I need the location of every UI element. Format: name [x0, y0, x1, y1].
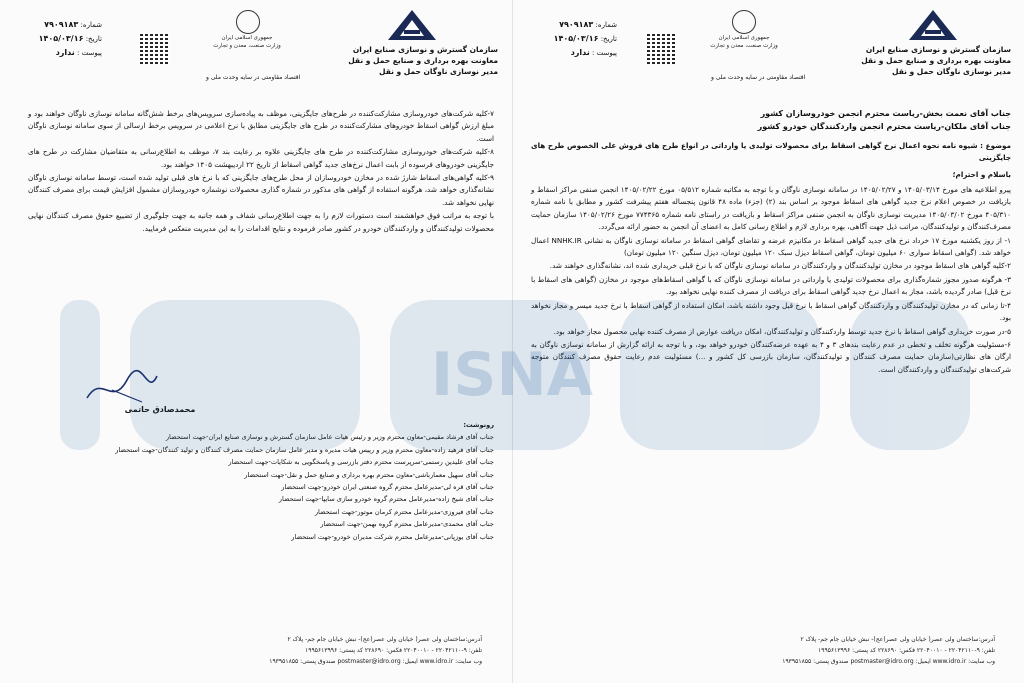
phone-line: تلفن: ۹-۲۲۰۴۲۱۱۰ - ۲۲۰۴۰۰۱۰ فکس: ۲۲۸۶۹۰ کد پستی: ۱۹۹۵۶۱۳۹۹۶: [818, 647, 995, 654]
cc-line: جناب آقای یوزپانی-مدیرعامل محترم شرکت مدیران خودرو-جهت استحضار: [291, 532, 494, 541]
organization-name: [298, 44, 498, 77]
qr-code-icon: [647, 34, 677, 64]
ministry-line: جمهوری اسلامی ایران: [718, 35, 770, 41]
letter-body: [28, 108, 494, 236]
letter-number: ۷۹۰۹۱۸۳: [559, 20, 594, 29]
letter-date: ۱۴۰۵/۰۳/۱۶: [38, 34, 84, 43]
footer-address: [555, 634, 995, 667]
address-line: آدرس:ساختمان ولی عصر( خیابان ولی عصر(عج)- نبش خیابان جام جم- پلاک ۲: [800, 636, 995, 643]
ministry-line: وزارت صنعت، معدن و تجارت: [710, 43, 778, 49]
web-line: وب سایت: www.idro.ir ایمیل: postmaster@idro.org صندوق پستی: ۱۹۳۹۵۱۸۵۵: [782, 658, 995, 665]
footer-address: [42, 634, 482, 667]
cc-line: جناب آقای فرشاد مقیمی-معاون محترم وزیر و رئیس هیات عامل سازمان گسترش و نوسازی صنایع ایران-جهت استحضار: [165, 433, 494, 442]
paragraph: ۹-کلیه گواهی‌های اسقاط شارژ شده در مخازن خودروسازان از محل طرح‌های جایگزینی که با نرخ های قبلی تولید شده است، توسط سامانه نوسازی ناوگان نشانه‌گذاری خواهد شد، هرگونه استفاده از گواهی های مذکور در شماره گذاری محصولات نوشماره خودروسازان مشمول افزایش قیمت برای مصرف کنندگان نهایی نخواهد شد.: [28, 173, 494, 207]
addressee: جناب آقای ملکان-ریاست محترم انجمن واردکنندگان خودرو کشور: [757, 122, 1011, 132]
paragraph: ۸-کلیه شرکت‌های خودروسازی مشارکت‌کننده در طرح های جایگزینی علاوه بر رعایت بند ۷، موظف به اطلاع‌رسانی به متقاضیان مشارکت در طرح های جایگزینی خودروهای فرسوده از بابت اعمال نرخ‌های جدید گواهی اسقاط از تاریخ ۲۲ اردیبهشت ۱۴۰۵ خواهند بود.: [28, 147, 495, 169]
greeting: باسلام و احترام؛: [952, 169, 1011, 179]
letter-meta: [527, 18, 617, 60]
org-line: سازمان گسترش و نوسازی صنایع ایران: [352, 45, 498, 54]
cc-line: جناب آقای محمدی-مدیرعامل محترم گروه بهمن-جهت استحضار: [320, 520, 494, 529]
org-line: معاونت بهره برداری و صنایع حمل و نقل: [348, 56, 498, 65]
letter-body: [531, 108, 1011, 377]
slogan: اقتصاد مقاومتی در سایه وحدت ملی و: [206, 74, 301, 81]
paragraph: ۲-کلیه گواهی های اسقاط موجود در مخازن تولیدکنندگان و واردکنندگان در سامانه نوسازی ناوگان که با نرخ قبلی خریداری شده اند، نشانه‌گذاری خواهند شد.: [549, 261, 1011, 271]
ministry-name: [709, 34, 779, 50]
paragraph: ۵-در صورت خریداری گواهی اسقاط با نرخ جدید توسط واردکنندگان و تولیدکنندگان، امکان دریافت عوارض از مصرف کننده نهایی محصول مجاز خواهد بود.: [553, 326, 1011, 336]
org-line: سازمان گسترش و نوسازی صنایع ایران: [865, 45, 1011, 54]
number-label: شماره:: [80, 21, 102, 29]
addressee: جناب آقای نعمت بخش-ریاست محترم انجمن خودروسازان کشور: [760, 109, 1011, 118]
organization-name: [811, 44, 1011, 77]
org-line: معاونت بهره برداری و صنایع حمل و نقل: [861, 56, 1011, 65]
phone-line: تلفن: ۹-۲۲۰۴۲۱۱۰ - ۲۲۰۴۰۰۱۰ فکس: ۲۲۸۶۹۰ کد پستی: ۱۹۹۵۶۱۳۹۹۶: [305, 647, 482, 654]
ministry-line: وزارت صنعت، معدن و تجارت: [213, 43, 281, 49]
date-label: تاریخ:: [600, 35, 617, 43]
ministry-line: جمهوری اسلامی ایران: [221, 35, 273, 41]
idro-logo-icon: [386, 8, 438, 42]
cc-list: [18, 420, 494, 544]
cc-line: جناب آقای فرهید زاده-معاون محترم وزیر و رییس هیات مدیره و مدیر عامل سازمان حمایت مصرف کنندگان و تولید کنندگان-جهت استحضار: [115, 445, 494, 454]
org-line: مدیر نوسازی ناوگان حمل و نقل: [892, 67, 1011, 76]
ministry-name: [212, 34, 282, 50]
cc-line: جناب آقای علیدین رستمی-سرپرست محترم دفتر بازرسی و پاسخگویی به شکایات-جهت استحضار: [228, 458, 494, 467]
cc-line: جناب آقای سهیل معمارباشی-معاون محترم بهره برداری و صنایع حمل و نقل-جهت استحضار: [244, 470, 494, 479]
cc-line: جناب آقای قره لی-مدیرعامل محترم گروه صنعتی ایران خودرو-جهت استحضار: [281, 483, 494, 492]
letter-meta: [12, 18, 102, 60]
subject: موضوع : شیوه نامه نحوه اعمال نرخ گواهی اسقاط برای محصولات تولیدی یا وارداتی در انواع طرح های فروش علی الخصوص طرح های جایگزینی: [531, 140, 1011, 163]
signer-name: محمدصادق حاتمی: [124, 405, 196, 414]
paragraph: ۱- از روز یکشنبه مورخ ۱۷ خرداد نرخ های جدید گواهی اسقاط در مکانیزم عرضه و تقاضای گواهی اسقاط در سامانه نوسازی ناوگان به نشانی NNHK.IR اعمال خواهد شد. (گواهی اسقاط سواری ۶۰ میلیون تومان، گواهی اسقاط دیزل سبک ۱۲۰ میلیون تومان، دیزل سنگین ۱۲۰ میلیون تومان): [531, 235, 1011, 258]
attachment-value: ندارد: [570, 48, 590, 57]
slogan: اقتصاد مقاومتی در سایه وحدت ملی و: [711, 74, 806, 81]
web-line: وب سایت: www.idro.ir ایمیل: postmaster@idro.org صندوق پستی: ۱۹۳۹۵۱۸۵۵: [269, 658, 482, 665]
qr-code-icon: [140, 34, 170, 64]
paragraph: با توجه به مراتب فوق خواهشمند است دستورات لازم را به جهت اطلاع‌رسانی شفاف و همه جانبه به جهت جلوگیری از تضییع حقوق مصرف کنندگان نهایی محصولات تولیدکنندگان و واردکنندگان خودرو در کشور صادر فرموده و نتایج اقدامات را به این مدیریت منعکس فرمایید.: [28, 211, 494, 233]
paragraph: ۷-کلیه شرکت‌های خودروسازی مشارکت‌کننده در طرح‌های جایگزینی، موظف به پیاده‌سازی سرویس‌های برخط شش‌گانه سامانه نوسازی ناوگان خواهند بود و مبلغ ارزش گواهی اسقاط خودروهای مشارکت‌کننده در طرح های جایگزینی مطابق با نرخ اعلامی در سرویس برخط ارسالی از سوی سامانه نوسازی ناوگان است.: [28, 109, 494, 143]
letter-number: ۷۹۰۹۱۸۳: [44, 20, 79, 29]
cc-line: جناب آقای شیخ زاده-مدیرعامل محترم گروه خودرو سازی سایپا-جهت استحضار: [278, 495, 494, 504]
paragraph: ۴-تا زمانی که در مخازن تولیدکنندگان و واردکنندگان گواهی اسقاط با نرخ قبل وجود داشته باشد، امکان استفاده از گواهی اسقاط با نرخ جدید میسر و مجاز نخواهد بود.: [531, 300, 1011, 323]
paragraph: پیرو اطلاعیه های مورخ ۱۴۰۵/۰۳/۱۴ و ۱۴۰۵/۰۲/۲۷ در سامانه نوسازی ناوگان و با توجه به مکاتبه شماره ۰۵/۵۱۲ مورخ ۱۴۰۵/۰۲/۲۲ انجمن صنفی مراکز اسقاط و بازیافت در خصوص اعلام نرخ جدید گواهی های اسقاط موجود بر اساس بند (۲) (جزء) ماده ۴۸ قانون پنجساله هفتم پیشرفت کشور و مطابق با نامه شماره ۴۰۵/۳۱۰ مورخ ۱۴۰۵/۰۳/۰۲ مدیریت نوسازی ناوگان به انجمن صنفی مراکز اسقاط و بازیافت در راستای نامه شماره ۷۷۴۳۶۵ مورخ ۱۴۰۵/۰۲/۲۶ سازمان حمایت مصرف‌کنندگان و تولیدکنندگان، مراتب ذیل جهت آگاهی، بهره برداری لازم و اطلاع رسانی کامل به اعضای آن انجمن به حضور ارائه می‌گردد.: [531, 185, 1012, 232]
cc-line: جناب آقای فیروزی-مدیرعامل محترم کرمان موتور-جهت استحضار: [314, 507, 494, 516]
attachment-label: پیوست :: [592, 49, 617, 57]
letter-date: ۱۴۰۵/۰۳/۱۶: [553, 34, 599, 43]
address-line: آدرس:ساختمان ولی عصر( خیابان ولی عصر(عج)- نبش خیابان جام جم- پلاک ۲: [287, 636, 482, 643]
attachment-label: پیوست :: [77, 49, 102, 57]
attachment-value: ندارد: [55, 48, 75, 57]
idro-logo-icon: [907, 8, 959, 42]
cc-title: رونوشت:: [463, 421, 494, 429]
org-line: مدیر نوسازی ناوگان حمل و نقل: [379, 67, 498, 76]
paragraph: ۶-مسئولیت هرگونه تخلف و تخطی در عدم رعایت بندهای ۳ و ۴ به عهده عرضه‌کنندگان خودرو خواهد بود، و با توجه به ارائه گزارش از سامانه نوسازی ناوگان به ارگان های نظارتی(سازمان حمایت مصرف کنندگان و تولیدکنندگان، سازمان بازرسی کل کشور و ...) مسئولیت عدم رعایت حقوق مصرف کنندگان متوجه شرکت‌های تولیدکنندگان و واردکنندگان است.: [531, 339, 1011, 374]
paragraph: ۳- هرگونه صدور مجوز شماره‌گذاری برای محصولات تولیدی یا وارداتی در سامانه نوسازی ناوگان که با گواهی اسقاط‌های موجود در مخازن (گواهی های اسقاط با نرخ قبل) صادر گردیده باشد، مجاز به اعمال نرخ جدید گواهی اسقاط برای دریافت از مصرف کننده نهایی نخواهد بود.: [531, 274, 1011, 297]
date-label: تاریخ:: [85, 35, 102, 43]
number-label: شماره:: [595, 21, 617, 29]
iran-emblem-icon: [732, 10, 756, 34]
iran-emblem-icon: [236, 10, 260, 34]
letter-page-1: [512, 0, 1024, 683]
